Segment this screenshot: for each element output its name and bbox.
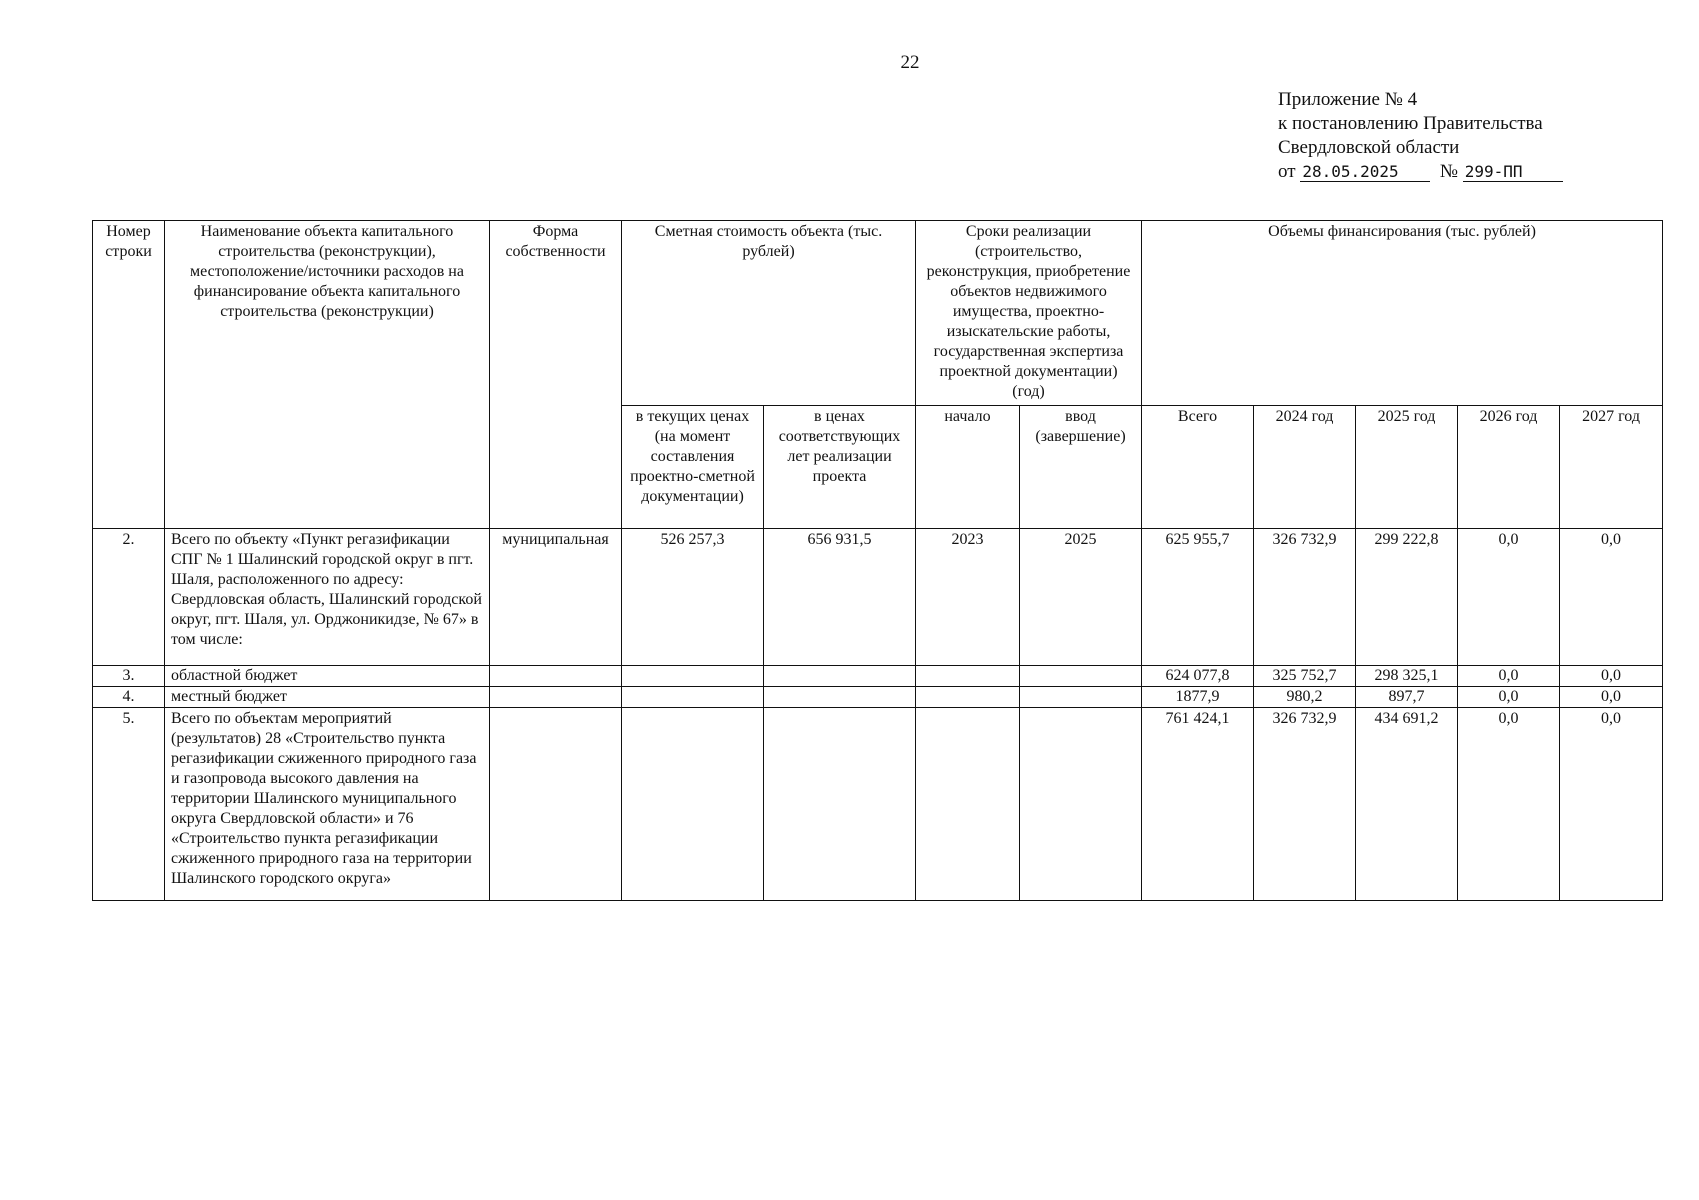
amount-2026: 0,0 bbox=[1458, 687, 1560, 708]
object-name: областной бюджет bbox=[165, 666, 490, 687]
financing-table bbox=[92, 220, 1663, 901]
amount-2025: 897,7 bbox=[1356, 687, 1458, 708]
start-year: 2023 bbox=[916, 529, 1020, 666]
start-year bbox=[916, 708, 1020, 901]
header-end-year: ввод (завершение) bbox=[1020, 406, 1142, 529]
end-year: 2025 bbox=[1020, 529, 1142, 666]
total: 761 424,1 bbox=[1142, 708, 1254, 901]
ownership bbox=[490, 666, 622, 687]
total: 625 955,7 bbox=[1142, 529, 1254, 666]
appendix-date-line bbox=[1278, 160, 1563, 184]
total: 624 077,8 bbox=[1142, 666, 1254, 687]
amount-2024: 325 752,7 bbox=[1254, 666, 1356, 687]
amount-2027: 0,0 bbox=[1560, 666, 1663, 687]
header-total: Всего bbox=[1142, 406, 1254, 529]
table-row bbox=[93, 687, 1663, 708]
cost-years bbox=[764, 666, 916, 687]
ownership bbox=[490, 708, 622, 901]
row-number: 3. bbox=[93, 666, 165, 687]
start-year bbox=[916, 666, 1020, 687]
amount-2024: 326 732,9 bbox=[1254, 529, 1356, 666]
ownership bbox=[490, 687, 622, 708]
header-2025: 2025 год bbox=[1356, 406, 1458, 529]
table-row bbox=[93, 708, 1663, 901]
header-2024: 2024 год bbox=[1254, 406, 1356, 529]
resolution-date: 28.05.2025 bbox=[1300, 163, 1430, 182]
amount-2026: 0,0 bbox=[1458, 666, 1560, 687]
row-number: 4. bbox=[93, 687, 165, 708]
cost-current bbox=[622, 708, 764, 901]
header-implementation-terms: Сроки реализации (строительство, реконструкция, приобретение объектов недвижимого имущества, проектно-изыскательские работы, государственная экспертиза проектной документации) (год) bbox=[916, 221, 1142, 406]
object-name: местный бюджет bbox=[165, 687, 490, 708]
end-year bbox=[1020, 666, 1142, 687]
cost-years bbox=[764, 708, 916, 901]
header-cost-current-prices: в текущих ценах (на момент составления проектно-сметной документации) bbox=[622, 406, 764, 529]
amount-2027: 0,0 bbox=[1560, 708, 1663, 901]
cost-current bbox=[622, 687, 764, 708]
appendix-resolution-ref: к постановлению Правительства bbox=[1278, 113, 1543, 134]
amount-2026: 0,0 bbox=[1458, 708, 1560, 901]
amount-2027: 0,0 bbox=[1560, 529, 1663, 666]
header-cost-year-prices: в ценах соответствующих лет реализации проекта bbox=[764, 406, 916, 529]
header-start-year: начало bbox=[916, 406, 1020, 529]
object-name: Всего по объекту «Пункт регазификации СПГ № 1 Шалинский городской округ в пгт. Шаля, расположенного по адресу: Свердловская область, Шалинский городской округ, пгт. Шаля, ул. Орджоникидзе, № 67» в том числе: bbox=[165, 529, 490, 666]
date-prefix: от bbox=[1278, 161, 1296, 182]
amount-2027: 0,0 bbox=[1560, 687, 1663, 708]
amount-2025: 298 325,1 bbox=[1356, 666, 1458, 687]
header-ownership: Форма собственности bbox=[490, 221, 622, 529]
amount-2026: 0,0 bbox=[1458, 529, 1560, 666]
end-year bbox=[1020, 708, 1142, 901]
row-number: 2. bbox=[93, 529, 165, 666]
header-2027: 2027 год bbox=[1560, 406, 1663, 529]
page-number: 22 bbox=[900, 52, 920, 73]
table-header-row bbox=[93, 221, 1663, 406]
header-row-number: Номер строки bbox=[93, 221, 165, 529]
row-number: 5. bbox=[93, 708, 165, 901]
amount-2025: 299 222,8 bbox=[1356, 529, 1458, 666]
appendix-region: Свердловской области bbox=[1278, 137, 1460, 158]
end-year bbox=[1020, 687, 1142, 708]
number-prefix: № bbox=[1439, 161, 1458, 182]
appendix-title: Приложение № 4 bbox=[1278, 89, 1418, 110]
header-2026: 2026 год bbox=[1458, 406, 1560, 529]
ownership: муниципальная bbox=[490, 529, 622, 666]
total: 1877,9 bbox=[1142, 687, 1254, 708]
table-row bbox=[93, 529, 1663, 666]
amount-2025: 434 691,2 bbox=[1356, 708, 1458, 901]
amount-2024: 326 732,9 bbox=[1254, 708, 1356, 901]
resolution-number: 299-ПП bbox=[1463, 163, 1563, 182]
header-estimated-cost: Сметная стоимость объекта (тыс. рублей) bbox=[622, 221, 916, 406]
start-year bbox=[916, 687, 1020, 708]
object-name: Всего по объектам мероприятий (результатов) 28 «Строительство пункта регазификации сжиженного природного газа и газопровода высокого давления на территории Шалинского муниципального округа Свердловской области» и 76 «Строительство пункта регазификации сжиженного природного газа на территории Шалинского городского округа» bbox=[165, 708, 490, 901]
cost-current bbox=[622, 666, 764, 687]
amount-2024: 980,2 bbox=[1254, 687, 1356, 708]
header-object-name: Наименование объекта капитального строительства (реконструкции), местоположение/источники расходов на финансирование объекта капитального строительства (реконструкции) bbox=[165, 221, 490, 529]
cost-years bbox=[764, 687, 916, 708]
header-funding-volumes: Объемы финансирования (тыс. рублей) bbox=[1142, 221, 1663, 406]
cost-years: 656 931,5 bbox=[764, 529, 916, 666]
appendix-heading bbox=[1278, 88, 1563, 184]
cost-current: 526 257,3 bbox=[622, 529, 764, 666]
table-row bbox=[93, 666, 1663, 687]
